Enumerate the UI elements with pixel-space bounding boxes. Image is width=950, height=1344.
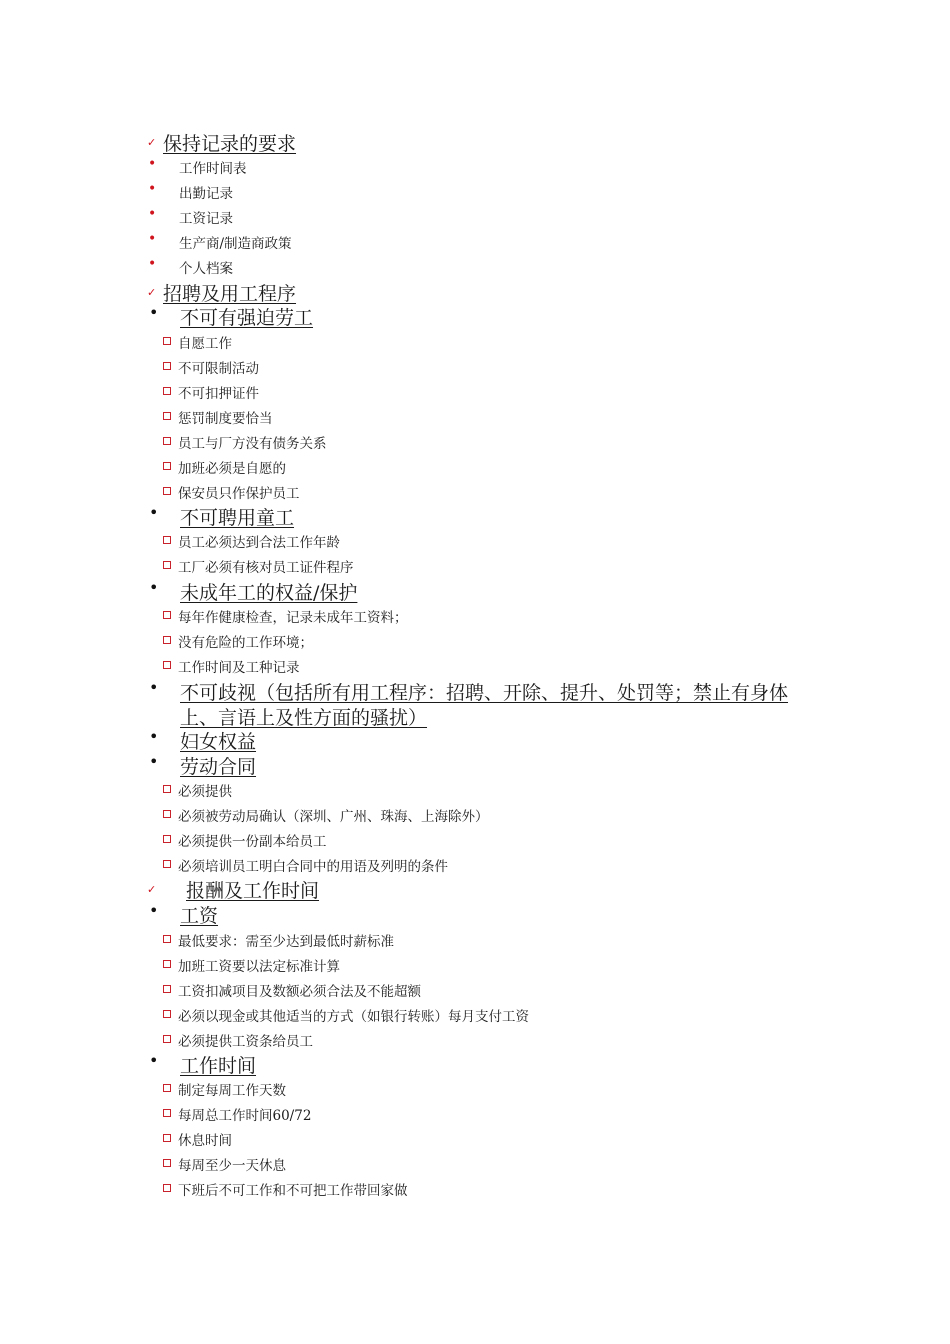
list-item: 工厂必须有核对员工证件程序 <box>178 560 354 576</box>
square-bullet-icon <box>163 960 171 968</box>
bullet-icon: • <box>149 727 159 746</box>
square-bullet-icon <box>163 835 171 843</box>
list-item: 自愿工作 <box>178 336 232 352</box>
list-item: 休息时间 <box>178 1133 232 1149</box>
bullet-icon: • <box>149 901 159 920</box>
square-bullet-icon <box>163 636 171 644</box>
list-item: 必须提供 <box>178 784 232 800</box>
section-heading-records: 保持记录的要求 <box>163 133 297 155</box>
bullet-icon: • <box>149 578 159 597</box>
list-item: 员工与厂方没有债务关系 <box>178 436 327 452</box>
bullet-icon: • <box>148 181 157 197</box>
square-bullet-icon <box>163 935 171 943</box>
square-bullet-icon <box>163 437 171 445</box>
list-item: 加班工资要以法定标准计算 <box>178 959 340 975</box>
list-item: 员工必须达到合法工作年龄 <box>178 535 340 551</box>
subheading-wages: 工资 <box>180 905 219 927</box>
subheading-child-labor: 不可聘用童工 <box>180 507 295 529</box>
bullet-icon: • <box>149 1051 159 1070</box>
square-bullet-icon <box>163 785 171 793</box>
square-bullet-icon <box>163 611 171 619</box>
square-bullet-icon <box>163 1035 171 1043</box>
list-item: 工作时间及工种记录 <box>178 660 300 676</box>
square-bullet-icon <box>163 985 171 993</box>
square-bullet-icon <box>163 561 171 569</box>
list-item: 必须以现金或其他适当的方式（如银行转账）每月支付工资 <box>178 1009 529 1025</box>
square-bullet-icon <box>163 387 171 395</box>
list-item: 出勤记录 <box>179 186 233 202</box>
bullet-icon: • <box>149 503 159 522</box>
bullet-icon: • <box>148 231 157 247</box>
list-item: 不可限制活动 <box>178 361 259 377</box>
bullet-icon: • <box>148 256 157 272</box>
square-bullet-icon <box>163 1109 171 1117</box>
subheading-discrimination-line1: 不可歧视（包括所有用工程序：招聘、开除、提升、处罚等；禁止有身体 <box>180 682 789 704</box>
list-item: 个人档案 <box>179 261 233 277</box>
subheading-discrimination-line2: 上、言语上及性方面的骚扰） <box>180 707 428 729</box>
list-item: 工资扣减项目及数额必须合法及不能超额 <box>178 984 421 1000</box>
list-item: 每年作健康检查，记录未成年工资料； <box>178 610 408 626</box>
list-item: 必须提供工资条给员工 <box>178 1034 313 1050</box>
list-item: 惩罚制度要恰当 <box>178 411 273 427</box>
bullet-icon: • <box>148 206 157 222</box>
square-bullet-icon <box>163 810 171 818</box>
check-icon: ✓ <box>147 883 157 896</box>
square-bullet-icon <box>163 860 171 868</box>
bullet-icon: • <box>149 752 159 771</box>
list-item: 加班必须是自愿的 <box>178 461 286 477</box>
square-bullet-icon <box>163 487 171 495</box>
bullet-icon: • <box>149 678 159 697</box>
list-item: 工作时间表 <box>179 161 247 177</box>
list-item: 必须培训员工明白合同中的用语及列明的条件 <box>178 859 448 875</box>
square-bullet-icon <box>163 337 171 345</box>
list-item: 制定每周工作天数 <box>178 1083 286 1099</box>
list-item: 没有危险的工作环境； <box>178 635 313 651</box>
list-item: 必须被劳动局确认（深圳、广州、珠海、上海除外） <box>178 809 489 825</box>
subheading-juvenile-workers: 未成年工的权益/保护 <box>180 582 358 604</box>
section-heading-recruitment: 招聘及用工程序 <box>163 283 297 305</box>
list-item: 最低要求：需至少达到最低时薪标准 <box>178 934 394 950</box>
square-bullet-icon <box>163 462 171 470</box>
bullet-icon: • <box>149 303 159 322</box>
square-bullet-icon <box>163 1184 171 1192</box>
square-bullet-icon <box>163 362 171 370</box>
square-bullet-icon <box>163 661 171 669</box>
list-item: 每周总工作时间60/72 <box>178 1108 312 1124</box>
list-item: 每周至少一天休息 <box>178 1158 286 1174</box>
subheading-womens-rights: 妇女权益 <box>180 731 257 753</box>
list-item: 必须提供一份副本给员工 <box>178 834 327 850</box>
subheading-forced-labor: 不可有强迫劳工 <box>180 307 314 329</box>
square-bullet-icon <box>163 1084 171 1092</box>
square-bullet-icon <box>163 1159 171 1167</box>
square-bullet-icon <box>163 1134 171 1142</box>
section-heading-compensation: 报酬及工作时间 <box>186 880 320 902</box>
square-bullet-icon <box>163 1010 171 1018</box>
subheading-labor-contract: 劳动合同 <box>180 756 257 778</box>
list-item: 保安员只作保护员工 <box>178 486 300 502</box>
check-icon: ✓ <box>147 286 157 299</box>
square-bullet-icon <box>163 412 171 420</box>
square-bullet-icon <box>163 536 171 544</box>
list-item: 工资记录 <box>179 211 233 227</box>
subheading-working-hours: 工作时间 <box>180 1055 257 1077</box>
list-item: 生产商/制造商政策 <box>179 236 292 252</box>
bullet-icon: • <box>148 156 157 172</box>
list-item: 不可扣押证件 <box>178 386 259 402</box>
list-item: 下班后不可工作和不可把工作带回家做 <box>178 1183 408 1199</box>
check-icon: ✓ <box>147 136 157 149</box>
